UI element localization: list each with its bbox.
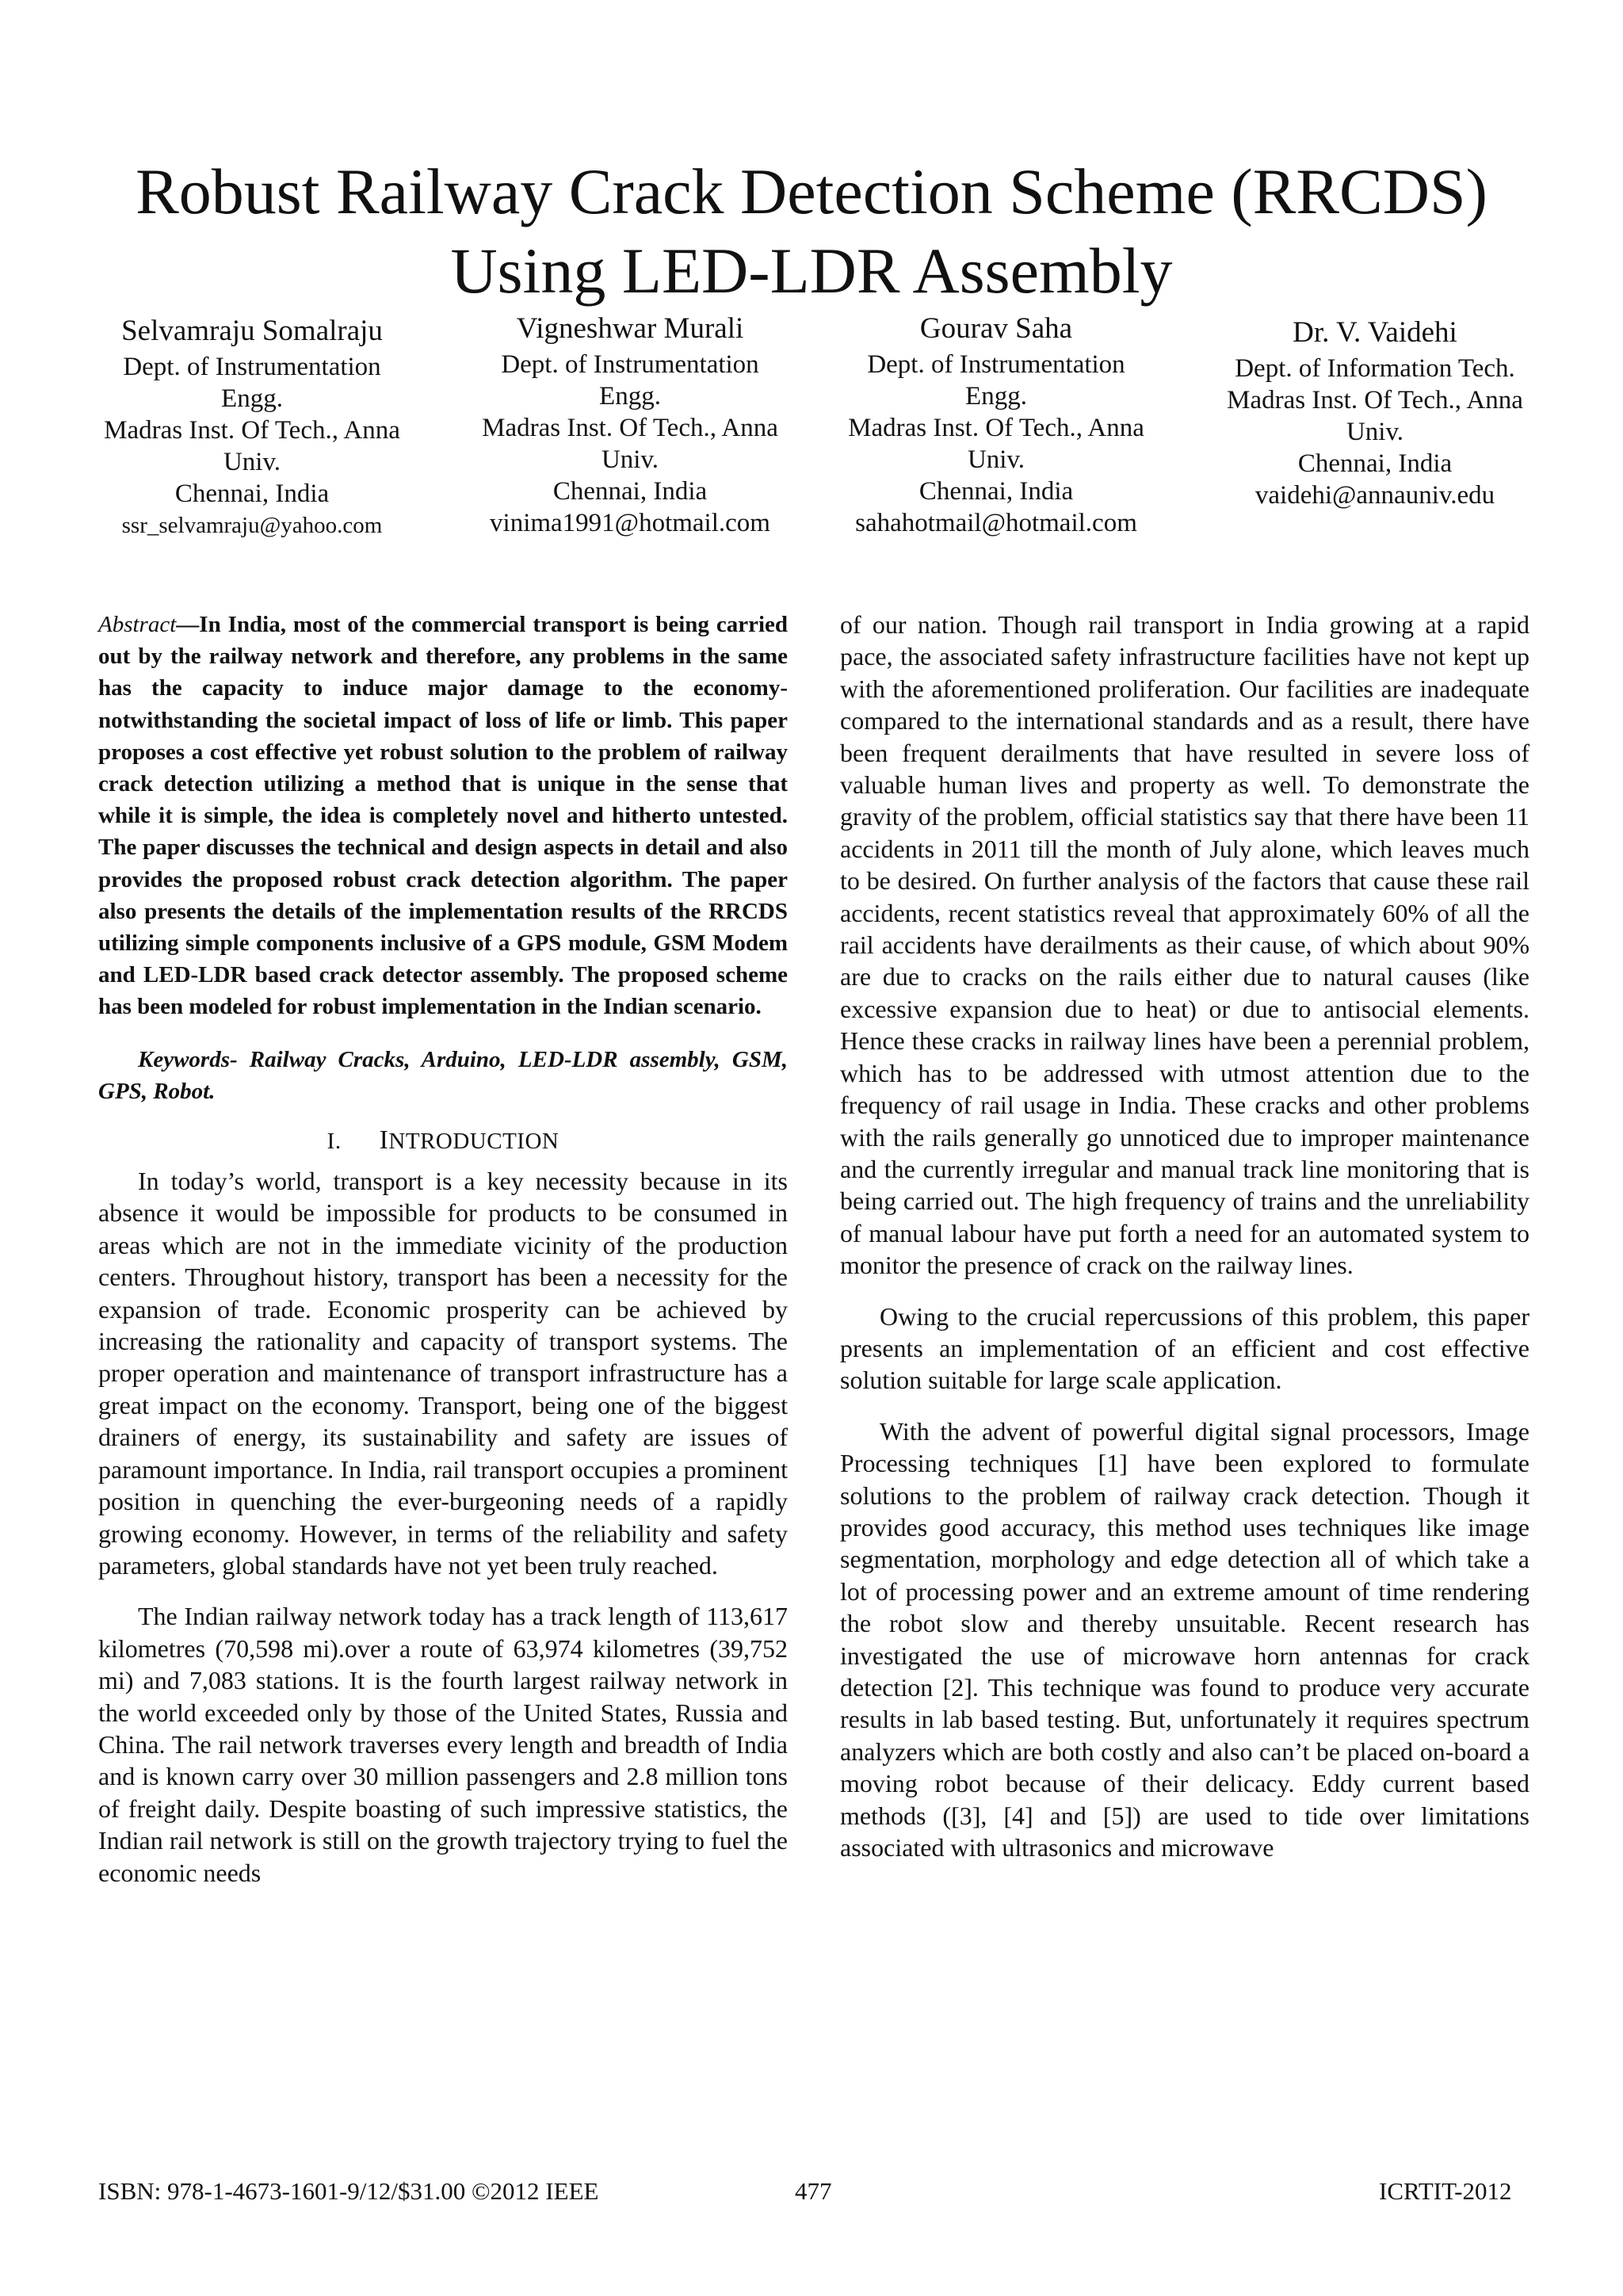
- author-email: vaidehi@annauniv.edu: [1254, 481, 1495, 510]
- left-column: [98, 609, 788, 1889]
- section-title-initial: I: [379, 1125, 389, 1155]
- author-email: ssr_selvamraju@yahoo.com: [121, 513, 383, 538]
- author-affiliation: Engg.: [965, 382, 1027, 411]
- author-email: sahahotmail@hotmail.com: [855, 509, 1137, 537]
- section-number: I.: [327, 1128, 342, 1154]
- author-affiliation: Dept. of Instrumentation: [501, 350, 759, 379]
- author-block-1: [86, 313, 418, 541]
- author-affiliation: Engg.: [599, 382, 661, 411]
- author-affiliation: Chennai, India: [918, 477, 1074, 506]
- author-affiliation: Chennai, India: [552, 477, 708, 506]
- author-affiliation: Dept. of Instrumentation: [867, 350, 1125, 379]
- author-name: Gourav Saha: [919, 312, 1073, 345]
- author-block-2: [464, 311, 796, 539]
- author-affiliation: Engg.: [221, 384, 283, 413]
- section-heading-introduction: [98, 1125, 788, 1157]
- author-affiliation: Madras Inst. Of Tech., Anna: [482, 414, 778, 442]
- author-affiliation: Dept. of Instrumentation: [123, 353, 381, 381]
- footer-page-number: 477: [795, 2177, 832, 2205]
- title-line-1: Robust Railway Crack Detection Scheme (RRCDS): [136, 155, 1487, 227]
- author-affiliation: Madras Inst. Of Tech., Anna: [1227, 386, 1523, 415]
- author-block-3: [830, 311, 1163, 539]
- paragraph: In today’s world, transport is a key necessity because in its absence it would be impossible for products to be consumed in areas which are not in the immediate vicinity of the production centers. Throughout history, transport has been a necessity for the expansion of trade. Economic prosperity can be achieved by increasing the rationality and capacity of transport systems. The proper operation and maintenance of transport infrastructure has a great impact on the economy. Transport, being one of the biggest drainers of energy, its sustainability and safety are issues of paramount importance. In India, rail transport occupies a prominent position in quenching the ever-burgeoning needs of a rapidly growing economy. However, in terms of the reliability and safety parameters, global standards have not yet been truly reached.: [98, 1167, 788, 1580]
- author-affiliation: Dept. of Information Tech.: [1235, 354, 1515, 383]
- abstract: [98, 609, 788, 1023]
- author-affiliation: Univ.: [223, 448, 281, 476]
- keywords: Keywords- Railway Cracks, Arduino, LED-LDR assembly, GSM, GPS, Robot.: [98, 1046, 788, 1104]
- abstract-text: —In India, most of the commercial transport is being carried out by the railway network and therefore, any problems in the same has the capacity to induce major damage to the economy-notwithstanding the societal impact of loss of life or limb. This paper proposes a cost effective yet robust solution to the problem of railway crack detection utilizing a method that is unique in the sense that while it is simple, the idea is completely novel and hitherto untested. The paper discusses the technical and design aspects in detail and also provides the proposed robust crack detection algorithm. The paper also presents the details of the implementation results of the RRCDS utilizing simple components inclusive of a GPS module, GSM Modem and LED-LDR based crack detector assembly. The proposed scheme has been modeled for robust implementation in the Indian scenario.: [98, 612, 788, 1020]
- section-title-rest: NTRODUCTION: [388, 1128, 559, 1154]
- footer-isbn: ISBN: 978-1-4673-1601-9/12/$31.00 ©2012 IEEE: [98, 2177, 599, 2205]
- author-affiliation: Univ.: [967, 445, 1025, 474]
- author-affiliation: Chennai, India: [1297, 449, 1453, 478]
- paragraph: Owing to the crucial repercussions of this problem, this paper presents an implementation of an efficient and cost effective solution suitable for large scale application.: [840, 1301, 1529, 1395]
- abstract-lead: Abstract: [98, 612, 177, 637]
- author-name: Vigneshwar Murali: [516, 312, 744, 345]
- author-block-4: [1209, 315, 1541, 511]
- author-affiliation: Univ.: [1346, 418, 1404, 446]
- right-column: [840, 609, 1529, 1863]
- title-line-2: Using LED-LDR Assembly: [450, 235, 1173, 307]
- author-name: Dr. V. Vaidehi: [1293, 316, 1457, 349]
- footer-conference: ICRTIT-2012: [1379, 2177, 1512, 2205]
- paragraph: With the advent of powerful digital signal processors, Image Processing techniques [1] have been explored to formulate solutions to the problem of railway crack detection. Though it provides good accuracy, this method uses techniques like image segmentation, morphology and edge detection all of which take a lot of processing power and an extreme amount of time rendering the robot slow and thereby unsuitable. Recent research has investigated the use of microwave horn antennas for crack detection [2]. This technique was found to produce very accurate results in lab based testing. But, unfortunately it requires spectrum analyzers which are both costly and also can’t be placed on-board a moving robot because of their delicacy. Eddy current based methods ([3], [4] and [5]) are used to tide over limitations associated with ultrasonics and microwave: [840, 1416, 1529, 1862]
- author-affiliation: Madras Inst. Of Tech., Anna: [104, 416, 400, 445]
- paper-title: [79, 152, 1544, 311]
- author-affiliation: Madras Inst. Of Tech., Anna: [848, 414, 1144, 442]
- author-affiliation: Univ.: [601, 445, 659, 474]
- author-name: Selvamraju Somalraju: [121, 315, 383, 347]
- paragraph: of our nation. Though rail transport in India growing at a rapid pace, the associated safety infrastructure facilities have not kept up with the aforementioned proliferation. Our facilities are inadequate compared to the international standards and as a result, there have been frequent derailments that have resulted in severe loss of valuable human lives and property as well. To demonstrate the gravity of the problem, official statistics say that there have been 11 accidents in 2011 till the month of July alone, which leaves much to be desired. On further analysis of the factors that cause these rail accidents, recent statistics reveal that approximately 60% of all the rail accidents have derailments as their cause, of which about 90% are due to cracks on the rails either due to natural causes (like excessive expansion due to heat) or due to antisocial elements. Hence these cracks in railway lines have been a perennial problem, which has to be addressed with utmost attention due to the frequency of rail usage in India. These cracks and other problems with the rails generally go unnoticed due to improper maintenance and the currently irregular and manual track line monitoring that is being carried out. The high frequency of trains and the unreliability of manual labour have put forth a need for an automated system to monitor the presence of crack on the railway lines.: [840, 610, 1529, 1280]
- paragraph: The Indian railway network today has a track length of 113,617 kilometres (70,598 mi).over a route of 63,974 kilometres (39,752 mi) and 7,083 stations. It is the fourth largest railway network in the world exceeded only by those of the United States, Russia and China. The rail network traverses every length and breadth of India and is known carry over 30 million passengers and 2.8 million tons of freight daily. Despite boasting of such impressive statistics, the Indian rail network is still on the growth trajectory trying to fuel the economic needs: [98, 1602, 788, 1887]
- author-affiliation: Chennai, India: [174, 479, 330, 508]
- author-email: vinima1991@hotmail.com: [490, 509, 770, 537]
